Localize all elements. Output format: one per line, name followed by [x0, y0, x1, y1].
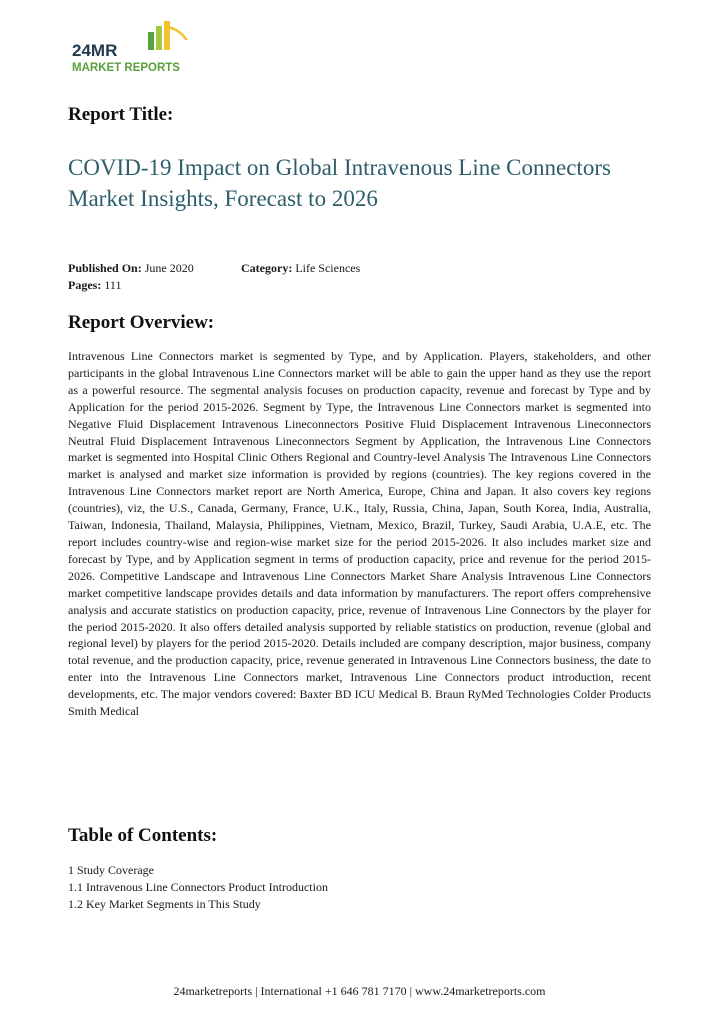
published-value: June 2020	[144, 261, 194, 275]
toc-item: 1.2 Key Market Segments in This Study	[68, 897, 261, 911]
logo-swoosh	[170, 26, 188, 40]
category-meta	[241, 260, 360, 277]
pages-value: 111	[104, 278, 122, 292]
overview-heading: Report Overview:	[68, 312, 215, 333]
logo-line1: 24MR	[72, 41, 118, 60]
published-meta	[68, 260, 194, 277]
pages-label: Pages:	[68, 278, 102, 292]
published-label: Published On:	[68, 261, 142, 275]
toc-list	[68, 862, 328, 913]
logo-bar-2	[156, 26, 162, 50]
pages-meta	[68, 277, 121, 294]
toc-heading: Table of Contents:	[68, 825, 218, 846]
page-footer: 24marketreports | International +1 646 781 7170 | www.24marketreports.com	[173, 984, 546, 998]
company-logo	[70, 18, 220, 78]
report-title-heading: Report Title:	[68, 104, 174, 125]
logo-bar-1	[148, 32, 154, 50]
logo-bar-3	[164, 21, 170, 50]
report-title: COVID-19 Impact on Global Intravenous Line Connectors Market Insights, Forecast to 2026	[68, 155, 611, 211]
category-value: Life Sciences	[295, 261, 361, 275]
toc-item: 1 Study Coverage	[68, 863, 154, 877]
overview-text: Intravenous Line Connectors market is segmented by Type, and by Application. Players, stakeholders, and other participants in the global Intravenous Line Connectors market will be able to gain the upper hand as they use the report as a powerful resource. The segmental analysis focuses on production capacity, revenue and forecast by Type and by Application for the period 2015-2026. Segment by Type, the Intravenous Line Connectors market is segmented into Negative Fluid Displacement Intravenous Lineconnectors Positive Fluid Displacement Intravenous Lineconnectors Neutral Fluid Displacement Intravenous Lineconnectors Segment by Application, the Intravenous Line Connectors market is segmented into Hospital Clinic Others Regional and Country-level Analysis The Intravenous Line Connectors market is analysed and market size information is provided by regions (countries). The key regions covered in the Intravenous Line Connectors market report are North America, Europe, China and Japan. It also covers key regions (countries), viz, the U.S., Canada, Germany, France, U.K., Italy, Russia, China, Japan, South Korea, India, Australia, Taiwan, Indonesia, Thailand, Malaysia, Philippines, Vietnam, Mexico, Brazil, Turkey, Saudi Arabia, U.A.E, etc. The report includes country-wise and region-wise market size for the period 2015-2026. It also includes market size and forecast by Type, and by Application segment in terms of production capacity, price and revenue for the period 2015-2026. Competitive Landscape and Intravenous Line Connectors Market Share Analysis Intravenous Line Connectors market competitive landscape provides details and data information by manufacturers. The report offers comprehensive analysis and accurate statistics on production capacity, price, revenue of Intravenous Line Connectors by the player for the period 2015-2020. It also offers detailed analysis supported by reliable statistics on production, revenue (global and regional level) by players for the period 2015-2020. Details included are company description, major business, company total revenue, and the production capacity, price, revenue generated in Intravenous Line Connectors business, the date to enter into the Intravenous Line Connectors market, Intravenous Line Connectors product introduction, recent developments, etc. The major vendors covered: Baxter BD ICU Medical B. Braun RyMed Technologies Colder Products Smith Medical	[68, 349, 651, 719]
logo-line2: MARKET REPORTS	[72, 62, 180, 74]
category-label: Category:	[241, 261, 293, 275]
toc-item: 1.1 Intravenous Line Connectors Product Introduction	[68, 880, 328, 894]
